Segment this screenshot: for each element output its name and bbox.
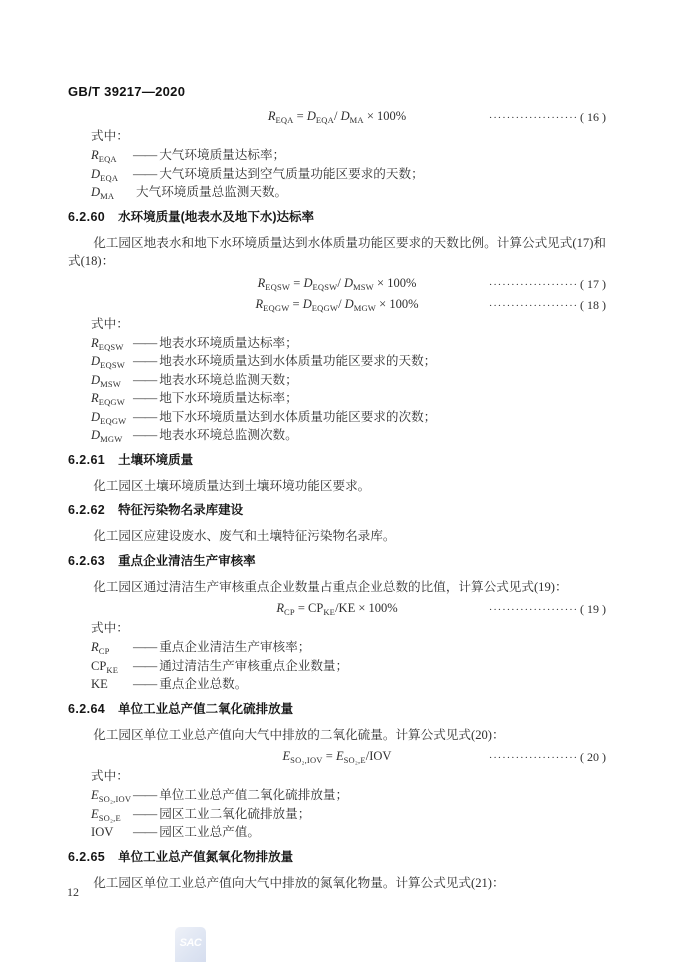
leader-dots: ····················	[488, 112, 578, 124]
body-paragraph: 化工园区地表水和地下水环境质量达到水体质量功能区要求的天数比例。计算公式见式(17)和式(18)：	[68, 235, 606, 268]
formula-subscript: EQSW	[265, 281, 291, 292]
formula-subscript: SO₂,E	[98, 812, 121, 823]
formula-subscript: EQGW	[100, 415, 127, 426]
formula-term: D	[91, 354, 101, 368]
definition-dash: ——	[133, 166, 157, 181]
definition-dash: ——	[133, 354, 157, 368]
body-paragraph: 化工园区应建设废水、废气和土壤特征污染物名录库。	[93, 529, 396, 543]
variable-definition	[68, 408, 606, 427]
variable-definition	[68, 146, 606, 165]
variable-definition	[68, 334, 606, 353]
formula-term: R	[91, 148, 99, 162]
section-heading	[68, 501, 606, 519]
variable-definition	[68, 675, 606, 694]
equation-body	[283, 747, 392, 765]
formula-term: D	[91, 185, 101, 199]
equation-number: ( 20 )	[580, 750, 606, 764]
formula-subscript: MGW	[100, 434, 123, 444]
definition-dash: ——	[133, 409, 157, 424]
equation-line	[68, 274, 606, 292]
formula-subscript: EQGW	[98, 397, 125, 407]
formula-subscript: MSW	[100, 378, 122, 389]
sac-watermark-logo	[175, 927, 206, 962]
section-number: 6.2.62	[68, 503, 106, 517]
formula-term: =	[322, 749, 336, 763]
formula-term: R	[91, 391, 99, 405]
equation-number: ( 19 )	[580, 602, 606, 616]
definition-dash: ——	[133, 806, 157, 821]
section-number: 6.2.64	[68, 701, 106, 716]
body-paragraph: 化工园区通过清洁生产审核重点企业数量占重点企业总数的比值，计算公式见式(19)：	[93, 579, 568, 594]
variable-symbol	[91, 657, 133, 676]
variable-description: 地表水环境总监测天数；	[159, 372, 298, 387]
variable-description: 大气环境质量达到空气质量功能区要求的天数；	[159, 166, 424, 181]
equation-line	[68, 599, 606, 617]
variable-description: 园区工业总产值。	[159, 825, 260, 839]
variable-symbol	[91, 675, 133, 694]
definition-dash: ——	[133, 677, 157, 691]
document-content	[68, 104, 606, 892]
variable-definition	[68, 352, 606, 371]
variable-description: 大气环境质量达标率；	[159, 148, 286, 162]
formula-term: =	[293, 109, 307, 123]
formula-subscript: EQGW	[311, 302, 339, 313]
definition-dash: ——	[133, 372, 157, 387]
equation-number: ( 18 )	[580, 297, 606, 312]
equation-body	[255, 295, 418, 313]
variable-symbol	[91, 165, 133, 184]
leader-dots: ····················	[488, 278, 578, 291]
leader-dots: ····················	[488, 752, 578, 764]
variable-description: 单位工业总产值二氧化硫排放量；	[159, 788, 349, 802]
variable-definition	[68, 165, 606, 184]
variable-symbol	[91, 371, 133, 390]
variable-symbol	[91, 352, 133, 371]
variable-description: 大气环境质量总监测天数。	[136, 185, 288, 199]
formula-term: × 100%	[373, 275, 417, 290]
definition-dash: ——	[133, 391, 157, 405]
variable-symbol	[91, 786, 133, 805]
variable-description: 地下水环境质量达到水体质量功能区要求的次数；	[159, 409, 437, 424]
formula-subscript: SO₂,IOV	[98, 794, 132, 804]
definition-dash: ——	[133, 335, 157, 350]
variable-definition	[68, 786, 606, 805]
section-title: 土壤环境质量	[118, 452, 194, 467]
formula-term: D	[91, 428, 101, 442]
formula-term: D	[340, 109, 350, 123]
variable-symbol	[91, 805, 133, 824]
equation-line	[68, 295, 606, 313]
variable-symbol	[91, 426, 133, 445]
equation-line	[68, 107, 606, 125]
definition-dash: ——	[133, 148, 157, 162]
body-paragraph: 化工园区土壤环境质量达到土壤环境功能区要求。	[93, 478, 371, 493]
formula-subscript: EQGW	[263, 302, 290, 313]
formula-term: R	[267, 109, 276, 123]
formula-term: E	[91, 788, 99, 802]
section-number: 6.2.63	[68, 553, 106, 568]
variable-definition	[68, 823, 606, 842]
formula-term: = CP	[294, 601, 324, 615]
section-heading	[68, 451, 606, 469]
where-label: 式中：	[91, 129, 129, 143]
section-number: 6.2.61	[68, 452, 106, 467]
formula-subscript: SO₂,E	[343, 755, 366, 765]
formula-term: IOV	[91, 825, 114, 839]
formula-term: D	[343, 275, 353, 290]
formula-subscript: CP	[98, 646, 110, 656]
equation-line	[68, 747, 606, 765]
section-title: 重点企业清洁生产审核率	[118, 553, 256, 568]
formula-term: KE	[91, 677, 108, 691]
formula-term: D	[306, 109, 316, 123]
formula-term: R	[91, 335, 99, 350]
formula-subscript: EQA	[275, 115, 294, 125]
formula-term: D	[344, 296, 354, 311]
section-title: 水环境质量(地表水及地下水)达标率	[118, 209, 314, 224]
section-number: 6.2.65	[68, 849, 106, 864]
variable-symbol	[91, 146, 133, 165]
formula-term: E	[91, 806, 99, 821]
body-paragraph: 化工园区单位工业总产值向大气中排放的氮氧化物量。计算公式见式(21)：	[93, 875, 505, 890]
formula-term: D	[91, 372, 101, 387]
equation-leader	[489, 275, 606, 294]
variable-definition	[68, 389, 606, 408]
equation-number: ( 16 )	[580, 110, 606, 124]
equation-leader	[489, 108, 606, 127]
formula-subscript: KE	[106, 664, 119, 675]
formula-term: R	[255, 296, 264, 311]
variable-description: 地表水环境质量达标率；	[159, 335, 298, 350]
section-heading	[68, 848, 606, 866]
formula-subscript: EQA	[315, 115, 334, 125]
variable-description: 地表水环境质量达到水体质量功能区要求的天数；	[159, 354, 437, 368]
equation-body	[276, 599, 397, 617]
variable-symbol	[91, 408, 133, 427]
formula-subscript: CP	[283, 607, 295, 617]
formula-subscript: EQSW	[100, 360, 125, 370]
variable-symbol	[91, 334, 133, 353]
variable-description: 重点企业清洁生产审核率；	[159, 640, 311, 654]
definition-dash: ——	[133, 788, 157, 802]
formula-subscript: KE	[323, 607, 336, 617]
formula-term: D	[91, 409, 101, 424]
variable-description: 地下水环境质量达标率；	[159, 391, 298, 405]
formula-subscript: EQSW	[98, 341, 124, 352]
formula-subscript: MA	[349, 115, 364, 125]
formula-subscript: SO₂,IOV	[290, 755, 323, 765]
formula-term: R	[91, 640, 99, 654]
section-title: 单位工业总产值二氧化硫排放量	[118, 701, 294, 716]
formula-term: =	[290, 275, 304, 290]
where-label: 式中：	[91, 769, 129, 783]
formula-term: E	[335, 749, 344, 763]
formula-term: /KE × 100%	[335, 601, 398, 615]
definition-dash: ——	[133, 428, 157, 442]
formula-term: =	[289, 296, 303, 311]
section-title: 特征污染物名录库建设	[118, 503, 244, 517]
variable-description: 地表水环境总监测次数。	[159, 428, 298, 442]
variable-definition	[68, 657, 606, 676]
definition-dash: ——	[133, 658, 157, 673]
where-label: 式中：	[91, 316, 129, 331]
variable-definition	[68, 426, 606, 445]
variable-definition	[68, 805, 606, 824]
formula-term: /	[337, 275, 344, 290]
variable-definition	[68, 371, 606, 390]
body-paragraph: 化工园区单位工业总产值向大气中排放的二氧化硫量。计算公式见式(20)：	[93, 727, 505, 742]
formula-term: /	[338, 296, 345, 311]
sac-watermark-text: SAC	[179, 937, 202, 949]
definition-dash: ——	[133, 825, 157, 839]
equation-leader	[489, 296, 606, 315]
equation-leader	[489, 748, 606, 767]
section-heading	[68, 700, 606, 718]
where-label: 式中：	[91, 621, 129, 635]
equation-body	[258, 274, 417, 292]
variable-symbol	[91, 638, 133, 657]
leader-dots: ····················	[488, 604, 578, 616]
formula-term: R	[257, 275, 266, 290]
variable-definition	[68, 183, 606, 202]
formula-subscript: EQA	[98, 154, 117, 164]
section-title: 单位工业总产值氮氧化物排放量	[118, 849, 294, 864]
formula-term: /IOV	[365, 749, 392, 763]
variable-definition	[68, 638, 606, 657]
variable-description: 重点企业总数。	[159, 677, 248, 691]
formula-term: E	[282, 749, 291, 763]
formula-subscript: MA	[100, 191, 115, 201]
equation-body	[268, 107, 406, 125]
formula-term: D	[91, 166, 101, 181]
formula-term: × 100%	[363, 109, 407, 123]
page-number: 12	[67, 885, 79, 899]
formula-term: D	[302, 296, 312, 311]
variable-description: 通过清洁生产审核重点企业数量；	[159, 658, 349, 673]
section-heading	[68, 208, 606, 226]
formula-subscript: EQA	[100, 172, 119, 183]
formula-term: × 100%	[376, 296, 419, 311]
variable-symbol	[91, 183, 133, 202]
standard-number-header: GB/T 39217—2020	[68, 84, 186, 99]
formula-term: R	[276, 601, 284, 615]
formula-subscript: EQSW	[312, 281, 338, 292]
formula-subscript: MSW	[353, 281, 374, 292]
definition-dash: ——	[133, 640, 157, 654]
equation-leader	[489, 600, 606, 619]
equation-number: ( 17 )	[580, 276, 606, 291]
variable-symbol	[91, 823, 133, 842]
variable-symbol	[91, 389, 133, 408]
formula-term: /	[333, 109, 341, 123]
leader-dots: ····················	[488, 299, 578, 312]
formula-term: CP	[91, 658, 107, 673]
formula-term: D	[303, 275, 313, 290]
variable-description: 园区工业二氧化硫排放量；	[159, 806, 311, 821]
section-heading	[68, 552, 606, 570]
section-number: 6.2.60	[68, 209, 106, 224]
formula-subscript: MGW	[353, 302, 377, 313]
